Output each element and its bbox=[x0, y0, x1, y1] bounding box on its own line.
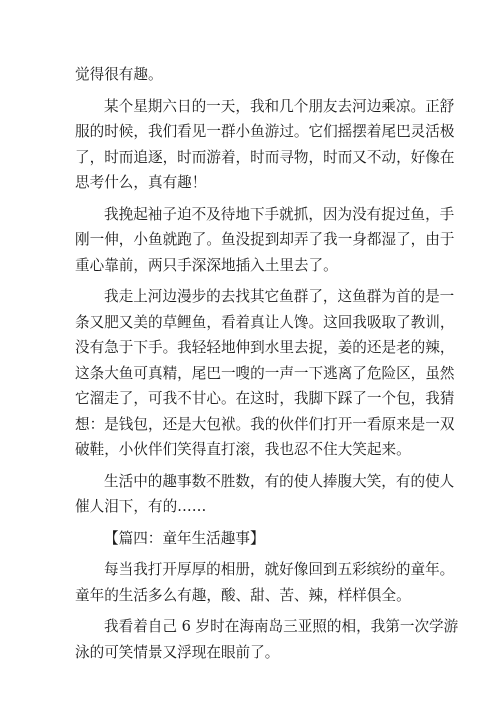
section-heading: 【篇四：童年生活趣事】 bbox=[104, 529, 265, 547]
text-line: 没有急于下手。我轻轻地伸到水里去捉，姜的还是老的辣， bbox=[75, 339, 455, 356]
paragraph-start-line: 我走上河边漫步的去找其它鱼群了，这鱼群为首的是一 bbox=[104, 288, 455, 305]
text-line: 童年的生活多么有趣，酸、甜、苦、辣，样样俱全。 bbox=[75, 586, 411, 604]
text-line: 催人泪下，有的…… bbox=[75, 498, 207, 515]
text-line: 这条大鱼可真精，尾巴一嗖的一声一下逃离了危险区，虽然 bbox=[75, 364, 455, 382]
text-line: 破鞋，小伙伴们笑得直打滚，我也忍不住大笑起来。 bbox=[75, 441, 411, 458]
document-body bbox=[75, 62, 459, 665]
text-line: 想：是钱包，还是大包袱。我的伙伴们打开一看原来是一双 bbox=[75, 415, 455, 433]
paragraph-start-line: 生活中的趣事数不胜数，有的使人捧腹大笑，有的使人 bbox=[104, 472, 455, 490]
text-line: 重心靠前，两只手深深地插入土里去了。 bbox=[75, 256, 338, 274]
paragraph-start-line: 我看着自己 6 岁时在海南岛三亚照的相，我第一次学游 bbox=[104, 618, 459, 635]
text-line: 思考什么，真有趣！ bbox=[75, 174, 207, 191]
paragraph-start-line: 每当我打开厚厚的相册，就好像回到五彩缤纷的童年。 bbox=[104, 561, 455, 578]
text-line: 条又肥又美的草鲤鱼，看着真让人馋。这回我吸取了教训， bbox=[75, 313, 455, 331]
paragraph-start-line: 某个星期六日的一天，我和几个朋友去河边乘凉。正舒 bbox=[104, 97, 455, 115]
paragraph-start-line: 我挽起袖子迫不及待地下手就抓，因为没有捉过鱼，手 bbox=[104, 205, 455, 223]
text-line: 它溜走了，可我不甘心。在这时，我脚下踩了一个包，我猜 bbox=[75, 390, 455, 407]
text-line: 了，时而追逐，时而游着，时而寻物，时而又不动，好像在 bbox=[75, 148, 455, 166]
text-line: 泳的可笑情景又浮现在眼前了。 bbox=[75, 643, 280, 661]
text-line: 服的时候，我们看见一群小鱼游过。它们摇摆着尾巴灵活极 bbox=[75, 123, 455, 140]
text-line: 刚一伸，小鱼就跑了。鱼没捉到却弄了我一身都湿了，由于 bbox=[75, 231, 455, 248]
text-line: 觉得很有趣。 bbox=[75, 66, 163, 83]
